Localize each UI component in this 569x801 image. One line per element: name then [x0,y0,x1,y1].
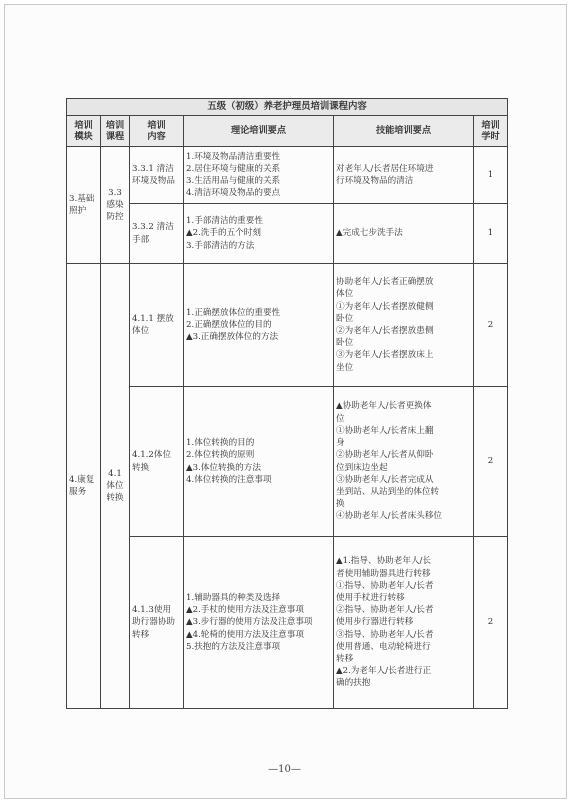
hours-cell: 2 [474,387,508,537]
header-theory: 理论培训要点 [184,116,334,147]
training-course-table [66,98,508,709]
page-number: —10— [268,764,301,775]
header-module: 培训 模块 [67,116,101,147]
theory-cell: 1.手部清洁的重要性 ▲2.洗手的五个时刻 3.手部清洁的方法 [184,204,334,264]
skill-cell: 协助老年人/长者正确摆放 体位 ①为老年人/长者摆放健侧 卧位 ②为老年人/长者摆放患侧 卧位 ③为老年人/长者摆放床上 坐位 [334,264,474,387]
module-cell: 4.康复 服务 [67,264,101,709]
content-cell: 4.1.3使用 助行器协助 转移 [130,537,184,709]
hours-cell: 2 [474,537,508,709]
table-row [67,387,508,537]
course-cell: 3.3 感染 防控 [101,147,130,264]
skill-cell: ▲1.指导、协助老年人/长 者使用辅助器具进行转移 ①指导、协助老年人/长者 使用手杖进行转移 ②指导、协助老年人/长者 使用步行器进行转移 ③指导、协助老年人/长者 使用普通、电动轮椅进行 转移 ▲2.为老年人/长者进行正 确的扶抱 [334,537,474,709]
table-title: 五级（初级）养老护理员培训课程内容 [67,99,508,116]
table-row [67,537,508,709]
content-cell: 3.3.2 清洁 手部 [130,204,184,264]
header-skill: 技能培训要点 [334,116,474,147]
header-course: 培训 课程 [101,116,130,147]
table-row [67,147,508,204]
skill-cell: 对老年人/长者居住环境进 行环境及物品的清洁 [334,147,474,204]
course-cell: 4.1 体位 转换 [101,264,130,709]
content-cell: 3.3.1 清洁 环境及物品 [130,147,184,204]
hours-cell: 2 [474,264,508,387]
table-row [67,264,508,387]
table-row [67,204,508,264]
hours-cell: 1 [474,204,508,264]
theory-cell: 1.体位转换的目的 2.体位转换的原则 ▲3.体位转换的方法 4.体位转换的注意事项 [184,387,334,537]
module-cell: 3.基础 照护 [67,147,101,264]
theory-cell: 1.环境及物品清洁重要性 2.居住环境与健康的关系 3.生活用品与健康的关系 4.清洁环境及物品的要点 [184,147,334,204]
content-cell: 4.1.2体位 转换 [130,387,184,537]
header-content: 培训 内容 [130,116,184,147]
hours-cell: 1 [474,147,508,204]
skill-cell: ▲协助老年人/长者更换体 位 ①协助老年人/长者床上翻 身 ②协助老年人/长者从仰卧 位到床边坐起 ③协助老年人/长者完成从 坐到站、从站到坐的体位转 换 ④协助老年人/长者床头移位 [334,387,474,537]
theory-cell: 1.正确摆放体位的重要性 2.正确摆放体位的目的 ▲3.正确摆放体位的方法 [184,264,334,387]
content-cell: 4.1.1 摆放 体位 [130,264,184,387]
header-hours: 培训 学时 [474,116,508,147]
skill-cell: ▲完成七步洗手法 [334,204,474,264]
theory-cell: 1.辅助器具的种类及选择 ▲2.手杖的使用方法及注意事项 ▲3.步行器的使用方法及注意事项 ▲4.轮椅的使用方法及注意事项 5.扶抱的方法及注意事项 [184,537,334,709]
table-header-row [67,116,508,147]
